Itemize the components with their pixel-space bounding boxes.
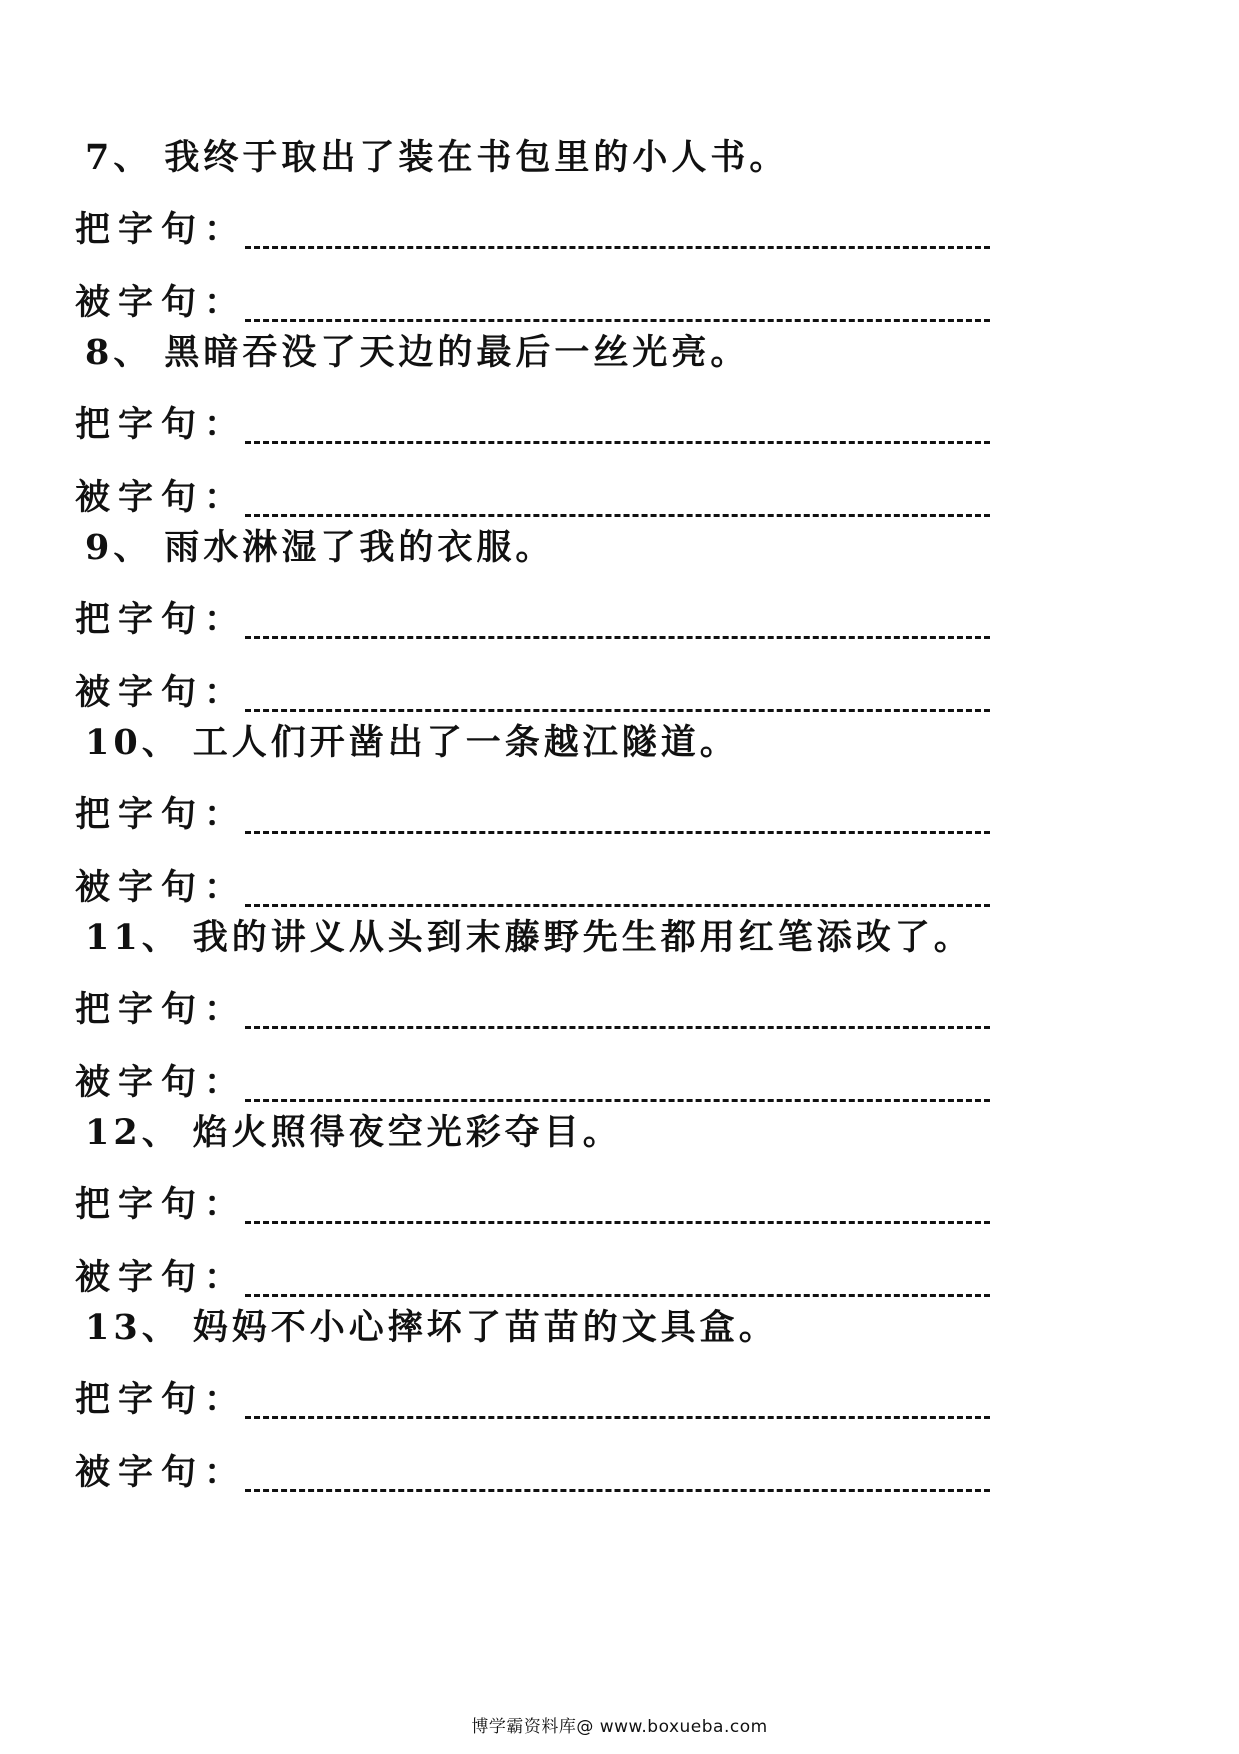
exercise-9 bbox=[0, 518, 1239, 728]
question-text: 雨水淋湿了我的衣服。 bbox=[164, 527, 555, 568]
ba-answer-blank[interactable] bbox=[245, 441, 990, 444]
question-separator: 、 bbox=[113, 332, 153, 373]
ba-answer-blank[interactable] bbox=[245, 1416, 990, 1419]
ba-sentence-answer bbox=[75, 1370, 247, 1430]
bei-sentence-label: 被字句： bbox=[75, 1452, 248, 1493]
ba-sentence-answer bbox=[75, 395, 247, 455]
bei-sentence-label: 被字句： bbox=[75, 477, 248, 518]
ba-sentence-answer bbox=[75, 785, 247, 845]
question-number: 8 bbox=[85, 332, 114, 373]
bei-answer-blank[interactable] bbox=[245, 1489, 990, 1492]
bei-sentence-label: 被字句： bbox=[75, 1062, 248, 1103]
question-separator: 、 bbox=[141, 1307, 181, 1348]
question-sentence bbox=[85, 1298, 778, 1358]
ba-answer-blank[interactable] bbox=[245, 1221, 990, 1224]
question-separator: 、 bbox=[141, 1112, 181, 1153]
ba-sentence-answer bbox=[75, 200, 247, 260]
bei-answer-blank[interactable] bbox=[245, 319, 990, 322]
question-sentence bbox=[85, 1103, 622, 1163]
question-sentence bbox=[85, 908, 973, 968]
question-sentence bbox=[85, 713, 739, 773]
question-text: 妈妈不小心摔坏了苗苗的文具盒。 bbox=[192, 1307, 778, 1348]
question-sentence bbox=[85, 128, 788, 188]
question-separator: 、 bbox=[113, 527, 153, 568]
ba-sentence-answer bbox=[75, 980, 247, 1040]
question-separator: 、 bbox=[141, 917, 181, 958]
ba-sentence-label: 把字句： bbox=[75, 1379, 248, 1420]
bei-answer-blank[interactable] bbox=[245, 1294, 990, 1297]
bei-answer-blank[interactable] bbox=[245, 1099, 990, 1102]
ba-sentence-answer bbox=[75, 590, 247, 650]
question-number: 10 bbox=[85, 722, 142, 763]
bei-sentence-answer bbox=[75, 1443, 247, 1503]
question-number: 12 bbox=[85, 1112, 142, 1153]
ba-answer-blank[interactable] bbox=[245, 246, 990, 249]
question-number: 7 bbox=[85, 137, 114, 178]
exercise-13 bbox=[0, 1298, 1239, 1508]
ba-sentence-label: 把字句： bbox=[75, 794, 248, 835]
bei-answer-blank[interactable] bbox=[245, 709, 990, 712]
ba-sentence-answer bbox=[75, 1175, 247, 1235]
ba-answer-blank[interactable] bbox=[245, 636, 990, 639]
exercise-7 bbox=[0, 128, 1239, 338]
ba-sentence-label: 把字句： bbox=[75, 599, 248, 640]
question-sentence bbox=[85, 518, 554, 578]
bei-answer-blank[interactable] bbox=[245, 904, 990, 907]
question-number: 9 bbox=[85, 527, 114, 568]
bei-sentence-label: 被字句： bbox=[75, 282, 248, 323]
bei-sentence-label: 被字句： bbox=[75, 867, 248, 908]
exercise-8 bbox=[0, 323, 1239, 533]
question-text: 焰火照得夜空光彩夺目。 bbox=[192, 1112, 622, 1153]
bei-sentence-label: 被字句： bbox=[75, 672, 248, 713]
ba-sentence-label: 把字句： bbox=[75, 209, 248, 250]
question-text: 黑暗吞没了天边的最后一丝光亮。 bbox=[164, 332, 750, 373]
question-text: 我终于取出了装在书包里的小人书。 bbox=[164, 137, 789, 178]
bei-answer-blank[interactable] bbox=[245, 514, 990, 517]
question-separator: 、 bbox=[141, 722, 181, 763]
exercise-10 bbox=[0, 713, 1239, 923]
footer-watermark: 博学霸资料库@ www.boxueba.com bbox=[471, 1717, 768, 1737]
question-number: 13 bbox=[85, 1307, 142, 1348]
question-text: 我的讲义从头到末藤野先生都用红笔添改了。 bbox=[192, 917, 973, 958]
exercise-12 bbox=[0, 1103, 1239, 1313]
question-text: 工人们开凿出了一条越江隧道。 bbox=[192, 722, 739, 763]
exercise-11 bbox=[0, 908, 1239, 1118]
ba-sentence-label: 把字句： bbox=[75, 989, 248, 1030]
ba-answer-blank[interactable] bbox=[245, 1026, 990, 1029]
question-number: 11 bbox=[85, 917, 142, 958]
ba-sentence-label: 把字句： bbox=[75, 1184, 248, 1225]
bei-sentence-label: 被字句： bbox=[75, 1257, 248, 1298]
question-separator: 、 bbox=[113, 137, 153, 178]
question-sentence bbox=[85, 323, 749, 383]
ba-sentence-label: 把字句： bbox=[75, 404, 248, 445]
ba-answer-blank[interactable] bbox=[245, 831, 990, 834]
